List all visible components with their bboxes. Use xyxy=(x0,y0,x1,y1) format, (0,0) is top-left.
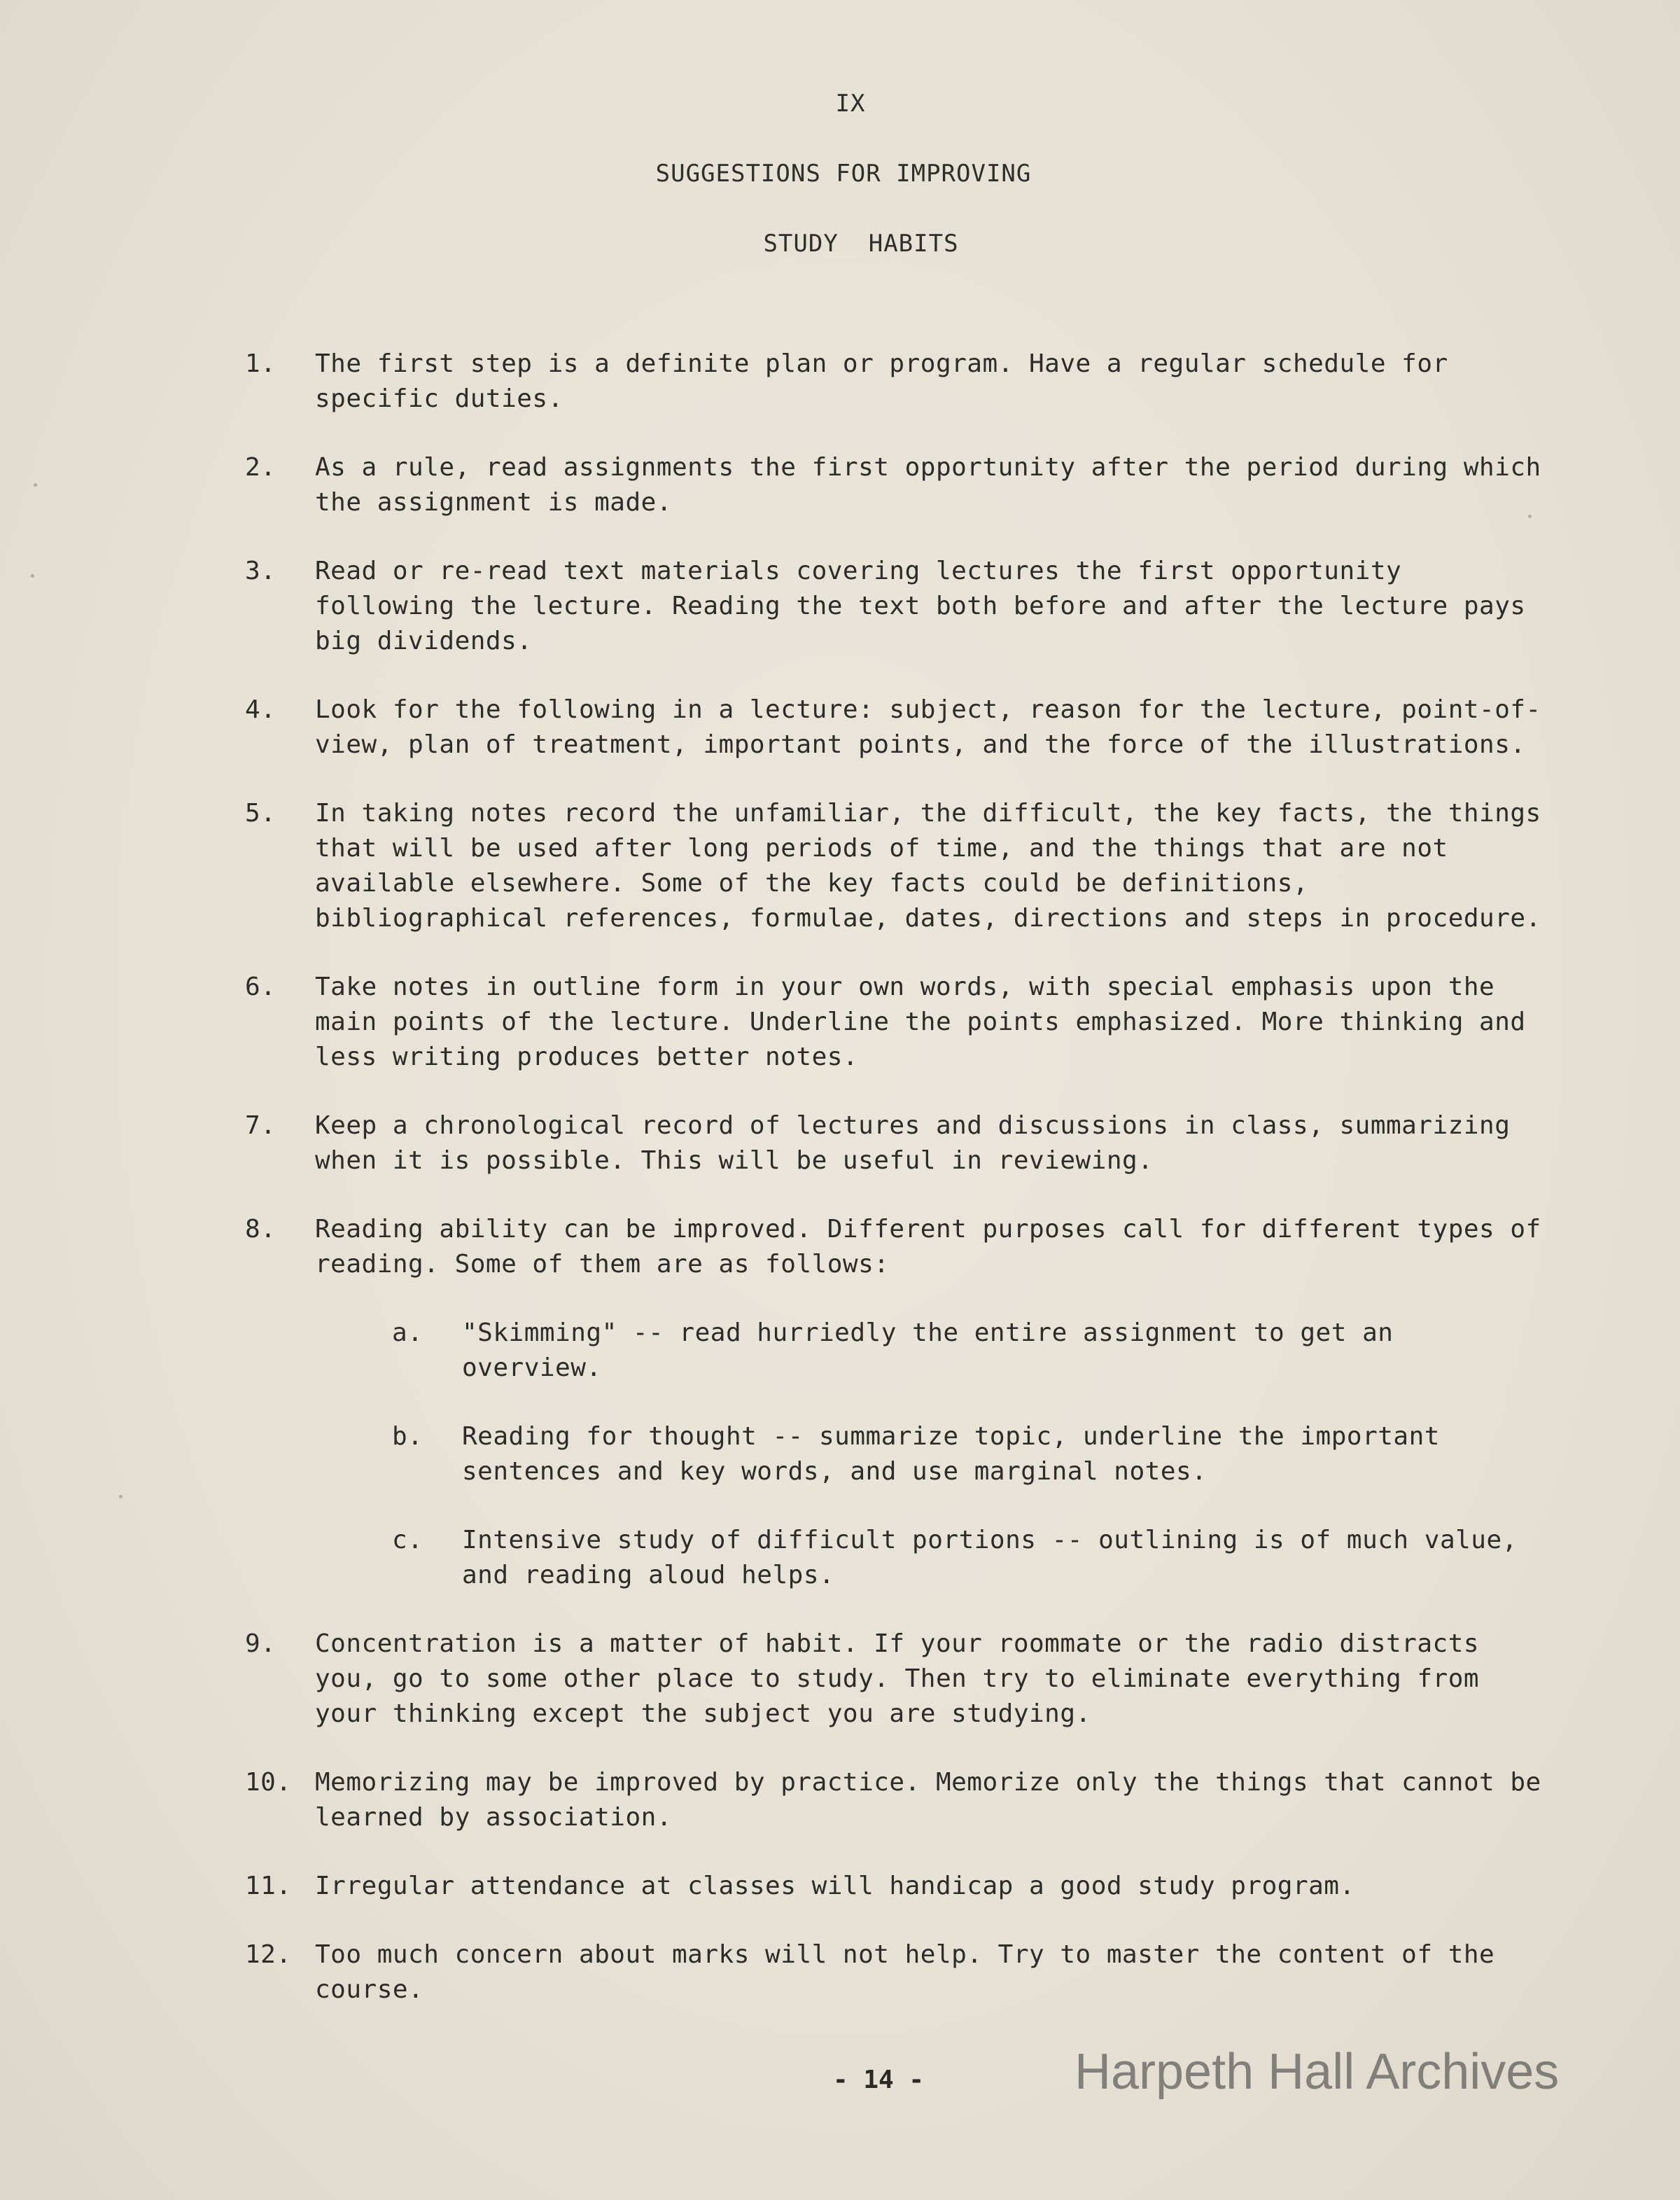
item-text: Memorizing may be improved by practice. Memorize only the things that cannot be learned by association. xyxy=(315,1768,1541,1832)
suggestion-item xyxy=(245,796,1547,936)
item-text: Look for the following in a lecture: subject, reason for the lecture, point-of-view, plan of treatment, important points, and the force of the illustrations. xyxy=(315,695,1541,759)
sub-item xyxy=(392,1316,1547,1386)
sub-item-letter: a. xyxy=(392,1318,424,1347)
item-text: Read or re-read text materials covering lectures the first opportunity following the lecture. Reading the text both before and after the lecture pays big dividends. xyxy=(315,557,1526,655)
item-number: 10. xyxy=(245,1768,292,1797)
suggestion-item xyxy=(245,1765,1547,1835)
item-number: 12. xyxy=(245,1940,292,1969)
sub-item-letter: c. xyxy=(392,1526,424,1554)
suggestion-item xyxy=(245,970,1547,1075)
item-text: In taking notes record the unfamiliar, the difficult, the key facts, the things that will be used after long periods of time, and the things that are not available elsewhere. Some of the key facts could be definitions, bibliographical references, formulae, dates, directions and steps in procedure. xyxy=(315,799,1541,933)
item-text: Keep a chronological record of lectures and discussions in class, summarizing when it is possible. This will be useful in reviewing. xyxy=(315,1111,1511,1175)
item-text: Reading ability can be improved. Different purposes call for different types of reading. Some of them are as follows: xyxy=(315,1215,1541,1279)
item-number: 6. xyxy=(245,973,276,1001)
suggestion-item xyxy=(245,347,1547,417)
sub-item-text: "Skimming" -- read hurriedly the entire assignment to get an overview. xyxy=(462,1318,1394,1382)
item-number: 3. xyxy=(245,557,276,585)
item-number: 1. xyxy=(245,349,276,378)
item-text: As a rule, read assignments the first opportunity after the period during which the assignment is made. xyxy=(315,453,1541,517)
paper-speck xyxy=(34,483,37,487)
sub-item xyxy=(392,1523,1547,1593)
chapter-number: IX xyxy=(835,90,866,118)
sub-item-letter: b. xyxy=(392,1422,424,1451)
item-text: Irregular attendance at classes will handicap a good study program. xyxy=(315,1872,1355,1900)
suggestion-item xyxy=(245,1212,1547,1593)
page-number: - 14 - xyxy=(833,2066,925,2094)
page-title-line-2: STUDY HABITS xyxy=(763,230,959,258)
item-number: 7. xyxy=(245,1111,276,1140)
item-number: 11. xyxy=(245,1872,292,1900)
item-text: Concentration is a matter of habit. If your roommate or the radio distracts you, go to some other place to study. Then try to eliminate everything from your thinking except the subject you are studying. xyxy=(315,1629,1480,1728)
item-number: 5. xyxy=(245,799,276,828)
paper-speck xyxy=(119,1495,122,1498)
item-number: 9. xyxy=(245,1629,276,1658)
item-number: 2. xyxy=(245,453,276,482)
archive-watermark: Harpeth Hall Archives xyxy=(1074,2044,1560,2100)
suggestion-item xyxy=(245,1108,1547,1178)
suggestion-item xyxy=(245,1627,1547,1732)
suggestion-item xyxy=(245,554,1547,659)
item-number: 4. xyxy=(245,695,276,724)
reading-types-list xyxy=(315,1316,1547,1593)
paper-speck xyxy=(31,574,34,578)
item-text: Take notes in outline form in your own words, with special emphasis upon the main points of the lecture. Underline the points emphasized. More thinking and less writing produces better notes. xyxy=(315,973,1526,1071)
item-number: 8. xyxy=(245,1215,276,1244)
sub-item xyxy=(392,1419,1547,1489)
suggestion-item xyxy=(245,692,1547,763)
suggestion-item xyxy=(245,1869,1547,1904)
suggestion-item xyxy=(245,450,1547,520)
page-title-line-1: SUGGESTIONS FOR IMPROVING xyxy=(655,160,1032,188)
suggestion-list xyxy=(245,347,1547,2007)
suggestion-item xyxy=(245,1937,1547,2007)
sub-item-text: Reading for thought -- summarize topic, underline the important sentences and key words, and use marginal notes. xyxy=(462,1422,1440,1486)
item-text: The first step is a definite plan or program. Have a regular schedule for specific duties. xyxy=(315,349,1448,413)
item-text: Too much concern about marks will not help. Try to master the content of the course. xyxy=(315,1940,1495,2004)
sub-item-text: Intensive study of difficult portions -- outlining is of much value, and reading aloud helps. xyxy=(462,1526,1518,1589)
